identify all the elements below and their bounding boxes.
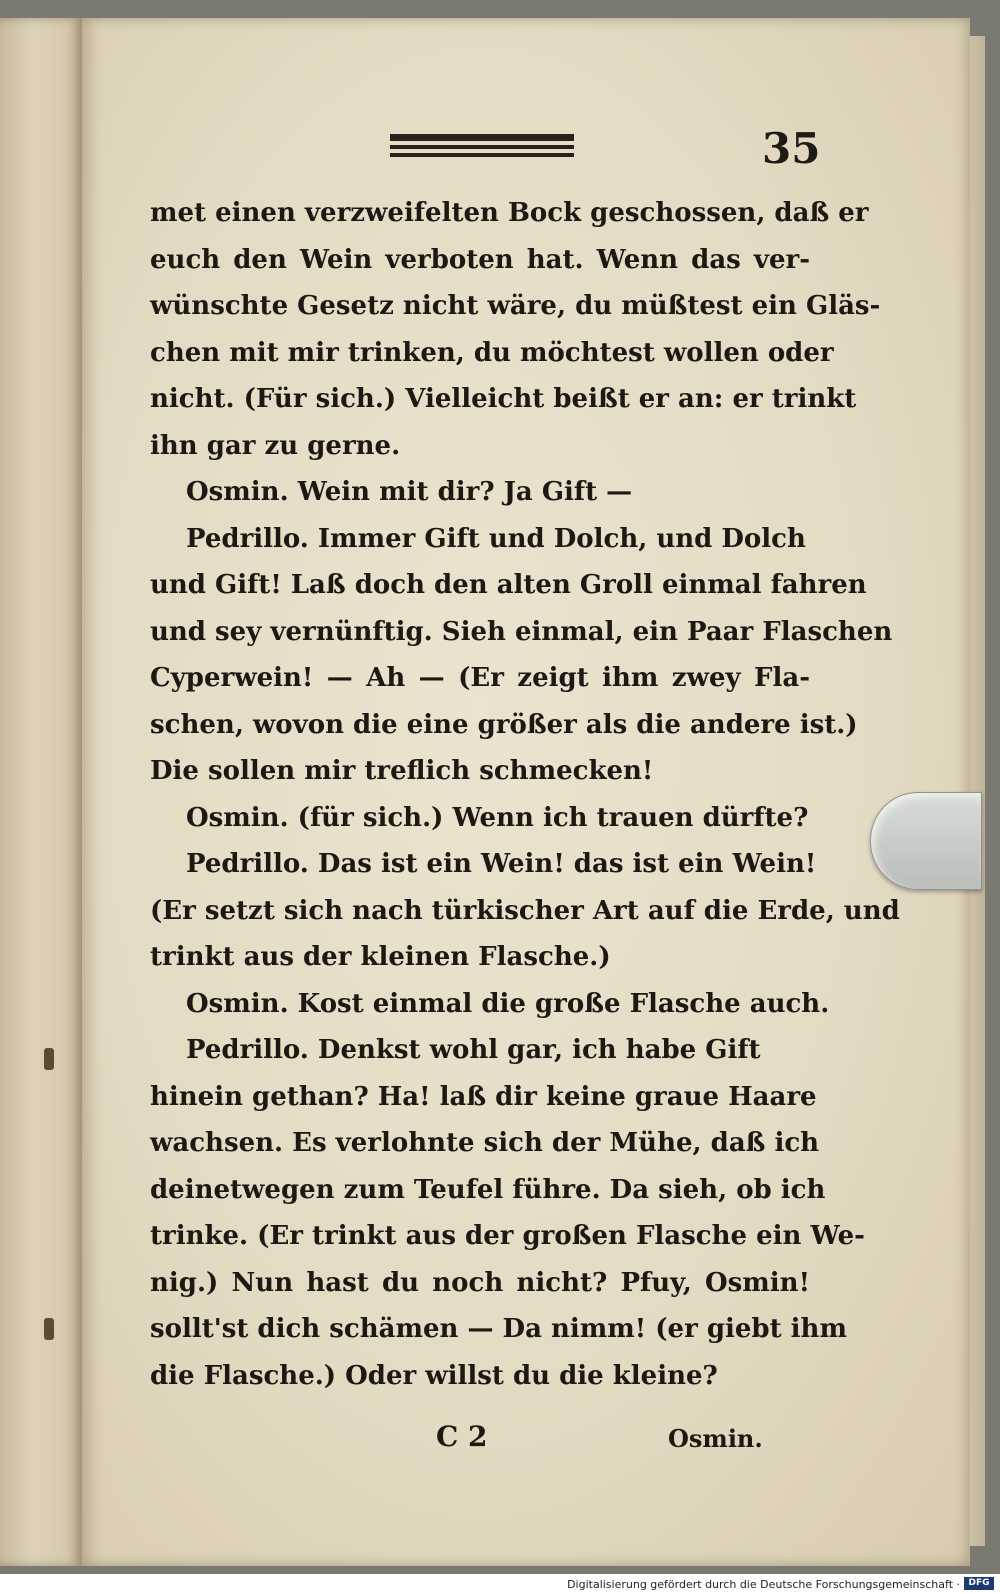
page-clip-tab: [870, 792, 982, 890]
binding-stitch: [44, 1318, 54, 1340]
catchword: Osmin.: [668, 1424, 763, 1453]
text-line: deinetwegen zum Teufel führe. Da sieh, ob ich: [150, 1174, 826, 1205]
header-ornament: [390, 134, 574, 162]
text-line: ihn gar zu gerne.: [150, 430, 401, 461]
credit-text: Digitalisierung gefördert durch die Deutsche Forschungsgemeinschaft ·: [567, 1578, 960, 1591]
text-line: (Er setzt sich nach türkischer Art auf die Erde, und: [150, 895, 900, 926]
speaker-line: Pedrillo. Das ist ein Wein! das ist ein Wein!: [186, 849, 817, 879]
text-line: Cyperwein! — Ah — (Er zeigt ihm zwey Fla-: [150, 663, 810, 693]
body-text: [150, 190, 900, 1399]
text-line: nicht. (Für sich.) Vielleicht beißt er an: er trinkt: [150, 384, 857, 414]
text-line: chen mit mir trinken, du möchtest wollen oder: [150, 337, 834, 368]
text-line: trinkt aus der kleinen Flasche.): [150, 942, 611, 972]
text-line: wünschte Gesetz nicht wäre, du müßtest ein Gläs-: [150, 291, 881, 321]
speaker-line: Pedrillo. Denkst wohl gar, ich habe Gift: [186, 1035, 761, 1065]
text-line: hinein gethan? Ha! laß dir keine graue Haare: [150, 1081, 817, 1112]
page-number: 35: [762, 124, 821, 173]
text-line: trinke. (Er trinkt aus der großen Flasche ein We-: [150, 1221, 865, 1251]
speaker-line: Osmin. Wein mit dir? Ja Gift —: [186, 477, 633, 507]
binding-stitch: [44, 1048, 54, 1070]
text-line: schen, wovon die eine größer als die andere ist.): [150, 709, 858, 740]
facing-page-edge: [0, 18, 84, 1566]
text-line: und Gift! Laß doch den alten Groll einmal fahren: [150, 570, 867, 600]
text-line: met einen verzweifelten Bock geschossen, daß er: [150, 198, 869, 228]
speaker-line: Pedrillo. Immer Gift und Dolch, und Dolch: [186, 523, 806, 554]
speaker-line: Osmin. Kost einmal die große Flasche auch.: [186, 988, 830, 1019]
text-line: die Flasche.) Oder willst du die kleine?: [150, 1360, 718, 1391]
text-line: sollt'st dich schämen — Da nimm! (er giebt ihm: [150, 1314, 847, 1344]
text-line: und sey vernünftig. Sieh einmal, ein Paar Flaschen: [150, 616, 893, 647]
signature-mark: C 2: [436, 1420, 488, 1453]
text-line: wachsen. Es verlohnte sich der Mühe, daß ich: [150, 1128, 820, 1158]
dfg-logo: DFG: [964, 1577, 994, 1590]
text-line: euch den Wein verboten hat. Wenn das ver-: [150, 244, 810, 275]
text-line: Die sollen mir treflich schmecken!: [150, 756, 654, 786]
text-line: nig.) Nun hast du noch nicht? Pfuy, Osmin!: [150, 1267, 810, 1298]
speaker-line: Osmin. (für sich.) Wenn ich trauen dürfte?: [186, 802, 809, 833]
